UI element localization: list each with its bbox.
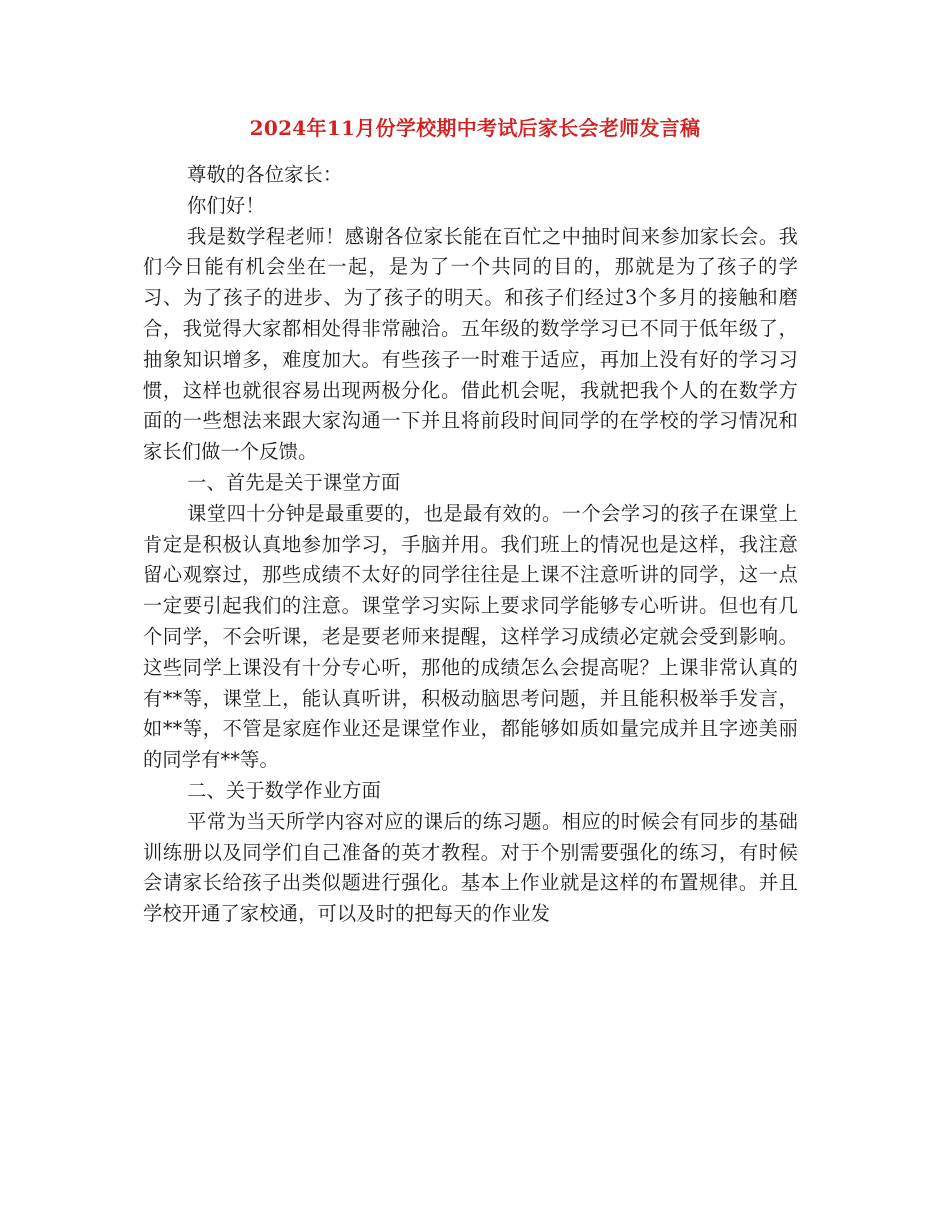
document-title: 2024年11月份学校期中考试后家长会老师发言稿: [249, 116, 701, 140]
classroom-paragraph: 课堂四十分钟是最重要的，也是最有效的。一个会学习的孩子在课堂上肯定是积极认真地参加学习，手脑并用。我们班上的情况也是这样，我注意留心观察过，那些成绩不太好的同学往往是上课不注意听讲的同学，这一点一定要引起我们的注意。课堂学习实际上要求同学能够专心听讲。但也有几个同学，不会听课，老是要老师来提醒，这样学习成绩必定就会受到影响。这些同学上课没有十分专心听，那他的成绩怎么会提高呢？上课非常认真的有**等，课堂上，能认真听讲，积极动脑思考问题，并且能积极举手发言，如**等，不管是家庭作业还是课堂作业，都能够如质如量完成并且字迹美丽的同学有**等。: [143, 501, 798, 772]
intro-paragraph: 我是数学程老师！感谢各位家长能在百忙之中抽时间来参加家长会。我们今日能有机会坐在一起，是为了一个共同的目的，那就是为了孩子的学习、为了孩子的进步、为了孩子的明天。和孩子们经过3个多月的接触和磨合，我觉得大家都相处得非常融洽。五年级的数学学习已不同于低年级了，抽象知识增多，难度加大。有些孩子一时难于适应，再加上没有好的学习习惯，这样也就很容易出现两极分化。借此机会呢，我就把我个人的在数学方面的一些想法来跟大家沟通一下并且将前段时间同学的在学校的学习情况和家长们做一个反馈。: [143, 224, 798, 464]
section-heading-homework: 二、关于数学作业方面: [187, 778, 382, 802]
section-heading-classroom: 一、首先是关于课堂方面: [187, 470, 401, 494]
greeting-paragraph: 尊敬的各位家长：: [187, 163, 343, 186]
hello-paragraph: 你们好！: [187, 193, 265, 217]
homework-paragraph: 平常为当天所学内容对应的课后的练习题。相应的时候会有同步的基础训练册以及同学们自己准备的英才教程。对于个别需要强化的练习，有时候会请家长给孩子出类似题进行强化。基本上作业就是这样的布置规律。并且学校开通了家校通，可以及时的把每天的作业发: [143, 809, 798, 926]
document-body: [143, 160, 798, 930]
